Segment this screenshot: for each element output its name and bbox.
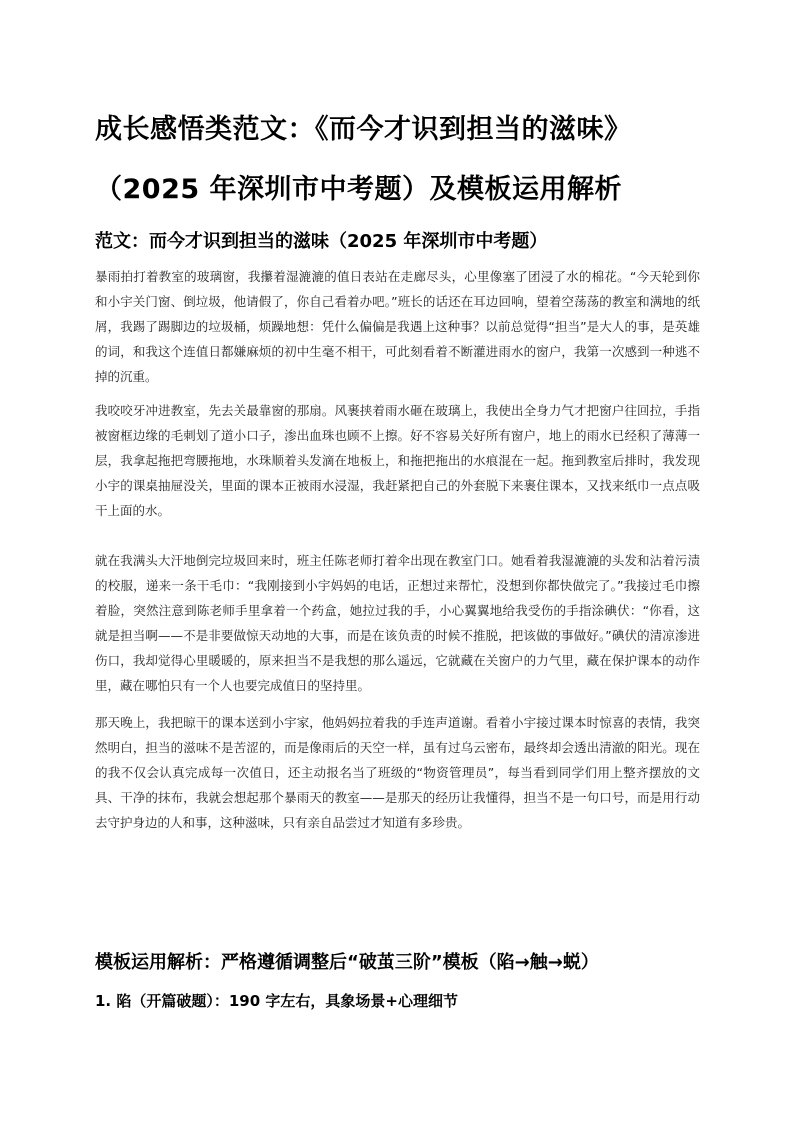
essay-paragraph-4: 那天晚上，我把晾干的课本送到小宇家，他妈妈拉着我的手连声道谢。看着小宇接过课本时惊喜的表情，我突然明白，担当的滋味不是苦涩的，而是像雨后的天空一样，虽有过乌云密布，最终却会透出清澈的阳光。现在的我不仅会认真完成每一次值日，还主动报名当了班级的“物资管理员”，每当看到同学们用上整齐摆放的文具、干净的抹布，我就会想起那个暴雨天的教室——是那天的经历让我懂得，担当不是一句口号，而是用行动去守护身边的人和事，这种滋味，只有亲自品尝过才知道有多珍贵。 [95,715,700,830]
essay-paragraph-1: 暴雨拍打着教室的玻璃窗，我攥着湿漉漉的值日表站在走廊尽头，心里像塞了团浸了水的棉花。“今天轮到你和小宇关门窗、倒垃圾，他请假了，你自己看着办吧。”班长的话还在耳边回响，望着空荡荡的教室和满地的纸屑，我踢了踢脚边的垃圾桶，烦躁地想：凭什么偏偏是我遇上这种事？以前总觉得“担当”是大人的事，是英雄的词，和我这个连值日都嫌麻烦的初中生毫不相干，可此刻看着不断灌进雨水的窗户，我第一次感到一种逃不掉的沉重。 [95,269,700,384]
essay-heading: 范文：而今才识到担当的滋味（2025 年深圳市中考题） [95,231,548,252]
essay-paragraph-2: 我咬咬牙冲进教室，先去关最靠窗的那扇。风裹挟着雨水砸在玻璃上，我使出全身力气才把窗户往回拉，手指被窗框边缘的毛刺划了道小口子，渗出血珠也顾不上擦。好不容易关好所有窗户，地上的雨水已经积了薄薄一层，我拿起拖把弯腰拖地，水珠顺着头发滴在地板上，和拖把拖出的水痕混在一起。拖到教室后排时，我发现小宇的课桌抽屉没关，里面的课本正被雨水浸湿，我赶紧把自己的外套脱下来裹住课本，又找来纸巾一点点吸干上面的水。 [95,403,700,518]
analysis-heading: 模板运用解析：严格遵循调整后“破茧三阶”模板（陷→触→蜕） [95,952,599,973]
essay-paragraph-3: 就在我满头大汗地倒完垃圾回来时，班主任陈老师打着伞出现在教室门口。她看着我湿漉漉的头发和沾着污渍的校服，递来一条干毛巾：“我刚接到小宇妈妈的电话，正想过来帮忙，没想到你都快做完了。”我接过毛巾擦着脸，突然注意到陈老师手里拿着一个药盒，她拉过我的手，小心翼翼地给我受伤的手指涂碘伏：“你看，这就是担当啊——不是非要做惊天动地的大事，而是在该负责的时候不推脱，把该做的事做好。”碘伏的清凉渗进伤口，我却觉得心里暖暖的，原来担当不是我想的那么遥远，它就藏在关窗户的力气里，藏在保护课本的动作里，藏在哪怕只有一个人也要完成值日的坚持里。 [95,553,700,693]
document-title: 成长感悟类范文：《而今才识到担当的滋味》（2025 年深圳市中考题）及模板运用解析 [95,114,632,205]
analysis-subheading: 1. 陷（开篇破题）：190 字左右，具象场景+心理细节 [95,992,458,1010]
